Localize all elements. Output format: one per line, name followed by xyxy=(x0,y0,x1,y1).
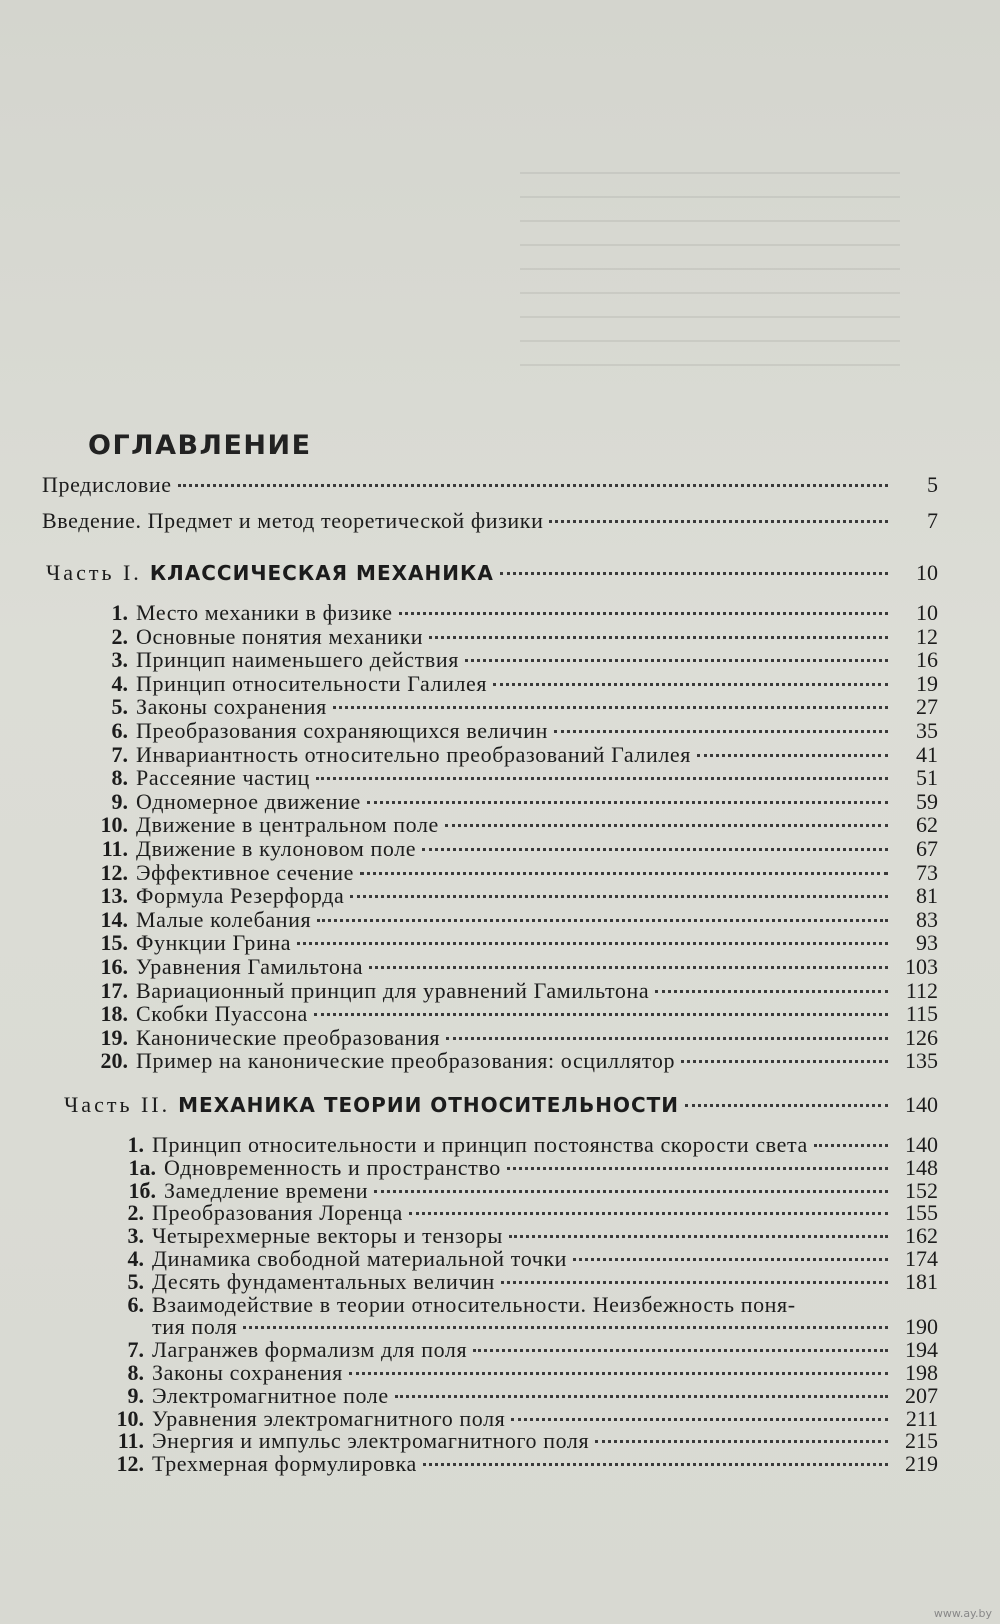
entry-number: 1б. xyxy=(128,1177,156,1203)
entry-number: 7. xyxy=(127,1337,144,1363)
leader-dots xyxy=(473,1349,888,1352)
entry-title: Канонические преобразования xyxy=(136,1024,441,1050)
entry-page-number: 27 xyxy=(916,694,938,720)
leader-dots xyxy=(422,848,888,851)
entry-number: 18. xyxy=(100,1001,128,1027)
leader-dots xyxy=(445,824,888,827)
entry-page-number: 10 xyxy=(916,600,938,625)
entry-page-number: 41 xyxy=(916,741,938,767)
toc-heading: ОГЛАВЛЕНИЕ xyxy=(88,430,312,461)
leader-dots xyxy=(465,659,888,662)
entry-page-number: 174 xyxy=(905,1246,938,1271)
entry-page-number: 51 xyxy=(916,765,938,791)
leader-dots xyxy=(316,777,888,780)
entry-number: 9. xyxy=(127,1382,144,1408)
entry-title: Законы сохранения xyxy=(136,694,327,720)
entry-number: 14. xyxy=(100,906,128,932)
part-title: КЛАССИЧЕСКАЯ МЕХАНИКА xyxy=(149,561,494,585)
entry-number: 13. xyxy=(100,883,128,909)
toc-entry[interactable] xyxy=(42,508,938,534)
leader-dots xyxy=(595,1440,888,1443)
entry-number: 7. xyxy=(111,741,128,767)
leader-dots xyxy=(507,1167,888,1170)
entry-page-number: 194 xyxy=(905,1337,938,1363)
entry-title: Уравнения Гамильтона xyxy=(136,954,364,979)
leader-dots xyxy=(697,754,888,757)
leader-dots xyxy=(511,1418,888,1421)
entry-number: 8. xyxy=(127,1360,144,1385)
entry-number: 12. xyxy=(100,859,128,885)
entry-title: Замедление времени xyxy=(164,1177,369,1203)
leader-dots xyxy=(395,1395,888,1398)
toc-entry[interactable] xyxy=(84,1001,938,1027)
toc-entry[interactable] xyxy=(84,671,938,697)
part-heading[interactable] xyxy=(46,560,938,586)
leader-dots xyxy=(243,1326,888,1329)
entry-number: 17. xyxy=(100,977,128,1003)
toc-entry[interactable] xyxy=(84,1048,938,1074)
entry-title: Рассеяние частиц xyxy=(136,765,310,791)
part-heading[interactable] xyxy=(64,1092,938,1118)
entry-title: Десять фундаментальных величин xyxy=(152,1268,495,1294)
toc-entry[interactable] xyxy=(84,907,938,933)
leader-dots xyxy=(429,636,888,639)
entry-number: 1а. xyxy=(128,1154,156,1180)
entry-number: 9. xyxy=(111,788,128,814)
toc-entry[interactable] xyxy=(84,978,938,1004)
entry-number: 1. xyxy=(127,1132,144,1157)
entry-number: 6. xyxy=(127,1291,144,1317)
leader-dots xyxy=(814,1144,888,1147)
entry-number: 11. xyxy=(101,836,128,861)
entry-title: Малые колебания xyxy=(136,906,312,932)
toc-entry[interactable] xyxy=(84,600,938,626)
entry-number: 3. xyxy=(111,647,128,673)
entry-page-number: 12 xyxy=(916,623,938,649)
entry-page-number: 181 xyxy=(905,1268,938,1294)
entry-page-number: 155 xyxy=(905,1200,938,1226)
entry-page-number: 112 xyxy=(905,977,938,1003)
entry-number: 3. xyxy=(127,1223,144,1249)
toc-entry[interactable] xyxy=(84,742,938,768)
entry-page-number: 7 xyxy=(927,508,938,533)
entry-page-number: 140 xyxy=(905,1132,938,1157)
bleed-through-text xyxy=(520,150,900,410)
entry-page-number: 59 xyxy=(916,788,938,814)
entry-title: Вариационный принцип для уравнений Гамильтона xyxy=(136,977,650,1003)
entry-page-number: 81 xyxy=(916,883,938,909)
leader-dots xyxy=(501,1281,888,1284)
toc-entry[interactable] xyxy=(84,624,938,650)
leader-dots xyxy=(554,730,888,733)
entry-title: Электромагнитное поле xyxy=(152,1382,389,1408)
entry-title: Трехмерная формулировка xyxy=(152,1451,417,1477)
leader-dots xyxy=(369,966,888,969)
entry-title: Движение в кулоновом поле xyxy=(136,836,417,861)
entry-title: Уравнения электромагнитного поля xyxy=(152,1405,506,1431)
toc-entry[interactable] xyxy=(42,472,938,498)
entry-number: 2. xyxy=(111,623,128,649)
entry-title: Предисловие xyxy=(42,472,172,497)
entry-page-number: 148 xyxy=(905,1154,938,1180)
entry-title: Формула Резерфорда xyxy=(136,883,345,909)
entry-number: 10. xyxy=(100,812,128,838)
entry-title: Скобки Пуассона xyxy=(136,1001,308,1027)
entry-page-number: 62 xyxy=(916,812,938,838)
entry-page-number: 219 xyxy=(905,1451,938,1477)
entry-number: 12. xyxy=(116,1451,144,1477)
leader-dots xyxy=(549,520,888,523)
part-label: Часть II. xyxy=(64,1092,171,1117)
entry-title: Законы сохранения xyxy=(152,1360,343,1385)
entry-number: 5. xyxy=(127,1268,144,1294)
leader-dots xyxy=(681,1060,888,1063)
entry-page-number: 103 xyxy=(905,954,938,979)
entry-title: Движение в центральном поле xyxy=(136,812,439,838)
entry-title: Принцип наименьшего действия xyxy=(136,647,459,673)
entry-page-number: 5 xyxy=(927,472,938,497)
entry-page-number: 19 xyxy=(916,670,938,696)
toc-entry[interactable] xyxy=(84,930,938,956)
entry-title: Принцип относительности Галилея xyxy=(136,670,488,696)
entry-page-number: 115 xyxy=(905,1001,938,1027)
entry-page-number: 162 xyxy=(905,1223,938,1249)
entry-title: Основные понятия механики xyxy=(136,623,424,649)
entry-title: Введение. Предмет и метод теоретической физики xyxy=(42,508,544,533)
leader-dots xyxy=(314,1013,888,1016)
entry-page-number: 207 xyxy=(905,1382,938,1408)
leader-dots xyxy=(350,895,888,898)
entry-page-number: 140 xyxy=(905,1092,938,1117)
entry-title: Динамика свободной материальной точки xyxy=(152,1246,568,1271)
entry-title: Энергия и импульс электромагнитного поля xyxy=(152,1428,590,1454)
leader-dots xyxy=(409,1212,888,1215)
leader-dots xyxy=(399,612,888,615)
leader-dots xyxy=(423,1463,888,1466)
entry-page-number: 83 xyxy=(916,906,938,932)
leader-dots xyxy=(493,683,888,686)
entry-number: 8. xyxy=(111,765,128,791)
entry-title: Пример на канонические преобразования: осциллятор xyxy=(136,1048,676,1074)
entry-title: тия поля xyxy=(152,1314,238,1340)
entry-title: Инвариантность относительно преобразований Галилея xyxy=(136,741,692,767)
entry-page-number: 135 xyxy=(905,1048,938,1074)
toc-entry[interactable] xyxy=(84,883,938,909)
toc-entry[interactable] xyxy=(84,789,938,815)
leader-dots xyxy=(573,1258,888,1261)
toc-entry[interactable] xyxy=(84,954,938,980)
entry-title: Взаимодействие в теории относительности. Неизбежность поня- xyxy=(152,1291,796,1317)
entry-number: 15. xyxy=(100,930,128,956)
leader-dots xyxy=(509,1235,888,1238)
leader-dots xyxy=(349,1372,888,1375)
entry-page-number: 198 xyxy=(905,1360,938,1385)
leader-dots xyxy=(655,990,888,993)
entry-number: 20. xyxy=(100,1048,128,1074)
entry-page-number: 73 xyxy=(916,859,938,885)
entry-title: Принцип относительности и принцип постоянства скорости света xyxy=(152,1132,808,1157)
entry-title: Четырехмерные векторы и тензоры xyxy=(152,1223,503,1249)
toc-entry[interactable] xyxy=(84,718,938,744)
entry-page-number: 10 xyxy=(916,560,938,585)
leader-dots xyxy=(367,801,888,804)
entry-number: 19. xyxy=(100,1024,128,1050)
entry-page-number: 67 xyxy=(916,836,938,861)
entry-number: 2. xyxy=(127,1200,144,1226)
entry-number: 10. xyxy=(116,1405,144,1431)
entry-number: 4. xyxy=(127,1246,144,1271)
entry-title: Место механики в физике xyxy=(136,600,393,625)
entry-title: Эффективное сечение xyxy=(136,859,354,885)
entry-title: Одновременность и пространство xyxy=(164,1154,501,1180)
leader-dots xyxy=(374,1190,888,1193)
leader-dots xyxy=(333,706,888,709)
entry-page-number: 215 xyxy=(905,1428,938,1454)
leader-dots xyxy=(500,572,888,575)
watermark: www.ay.by xyxy=(933,1607,992,1620)
leader-dots xyxy=(685,1104,888,1107)
toc-entry[interactable] xyxy=(84,1025,938,1051)
entry-title: Преобразования Лоренца xyxy=(152,1200,403,1226)
entry-number: 16. xyxy=(100,954,128,979)
entry-title: Функции Грина xyxy=(136,930,292,956)
toc-entry[interactable] xyxy=(100,1451,938,1477)
leader-dots xyxy=(446,1037,888,1040)
entry-number: 11. xyxy=(117,1428,144,1454)
entry-number: 5. xyxy=(111,694,128,720)
entry-title: Одномерное движение xyxy=(136,788,361,814)
leader-dots xyxy=(317,919,888,922)
toc-entry[interactable] xyxy=(84,765,938,791)
toc-entry[interactable] xyxy=(84,647,938,673)
entry-number: 1. xyxy=(111,600,128,625)
toc-entry[interactable] xyxy=(84,860,938,886)
toc-entry[interactable] xyxy=(84,812,938,838)
entry-title: Лагранжев формализм для поля xyxy=(152,1337,468,1363)
entry-page-number: 126 xyxy=(905,1024,938,1050)
toc-entry[interactable] xyxy=(84,694,938,720)
part-label: Часть I. xyxy=(46,560,142,585)
entry-page-number: 16 xyxy=(916,647,938,673)
leader-dots xyxy=(178,484,888,487)
entry-number: 4. xyxy=(111,670,128,696)
leader-dots xyxy=(360,872,888,875)
entry-page-number: 35 xyxy=(916,718,938,743)
entry-title: Преобразования сохраняющихся величин xyxy=(136,718,548,743)
entry-page-number: 152 xyxy=(905,1177,938,1203)
leader-dots xyxy=(297,942,888,945)
part-title: МЕХАНИКА ТЕОРИИ ОТНОСИТЕЛЬНОСТИ xyxy=(178,1093,680,1117)
toc-entry[interactable] xyxy=(84,836,938,862)
entry-page-number: 211 xyxy=(905,1405,938,1431)
entry-number: 6. xyxy=(111,718,128,743)
entry-page-number: 190 xyxy=(905,1314,938,1340)
entry-page-number: 93 xyxy=(916,930,938,956)
